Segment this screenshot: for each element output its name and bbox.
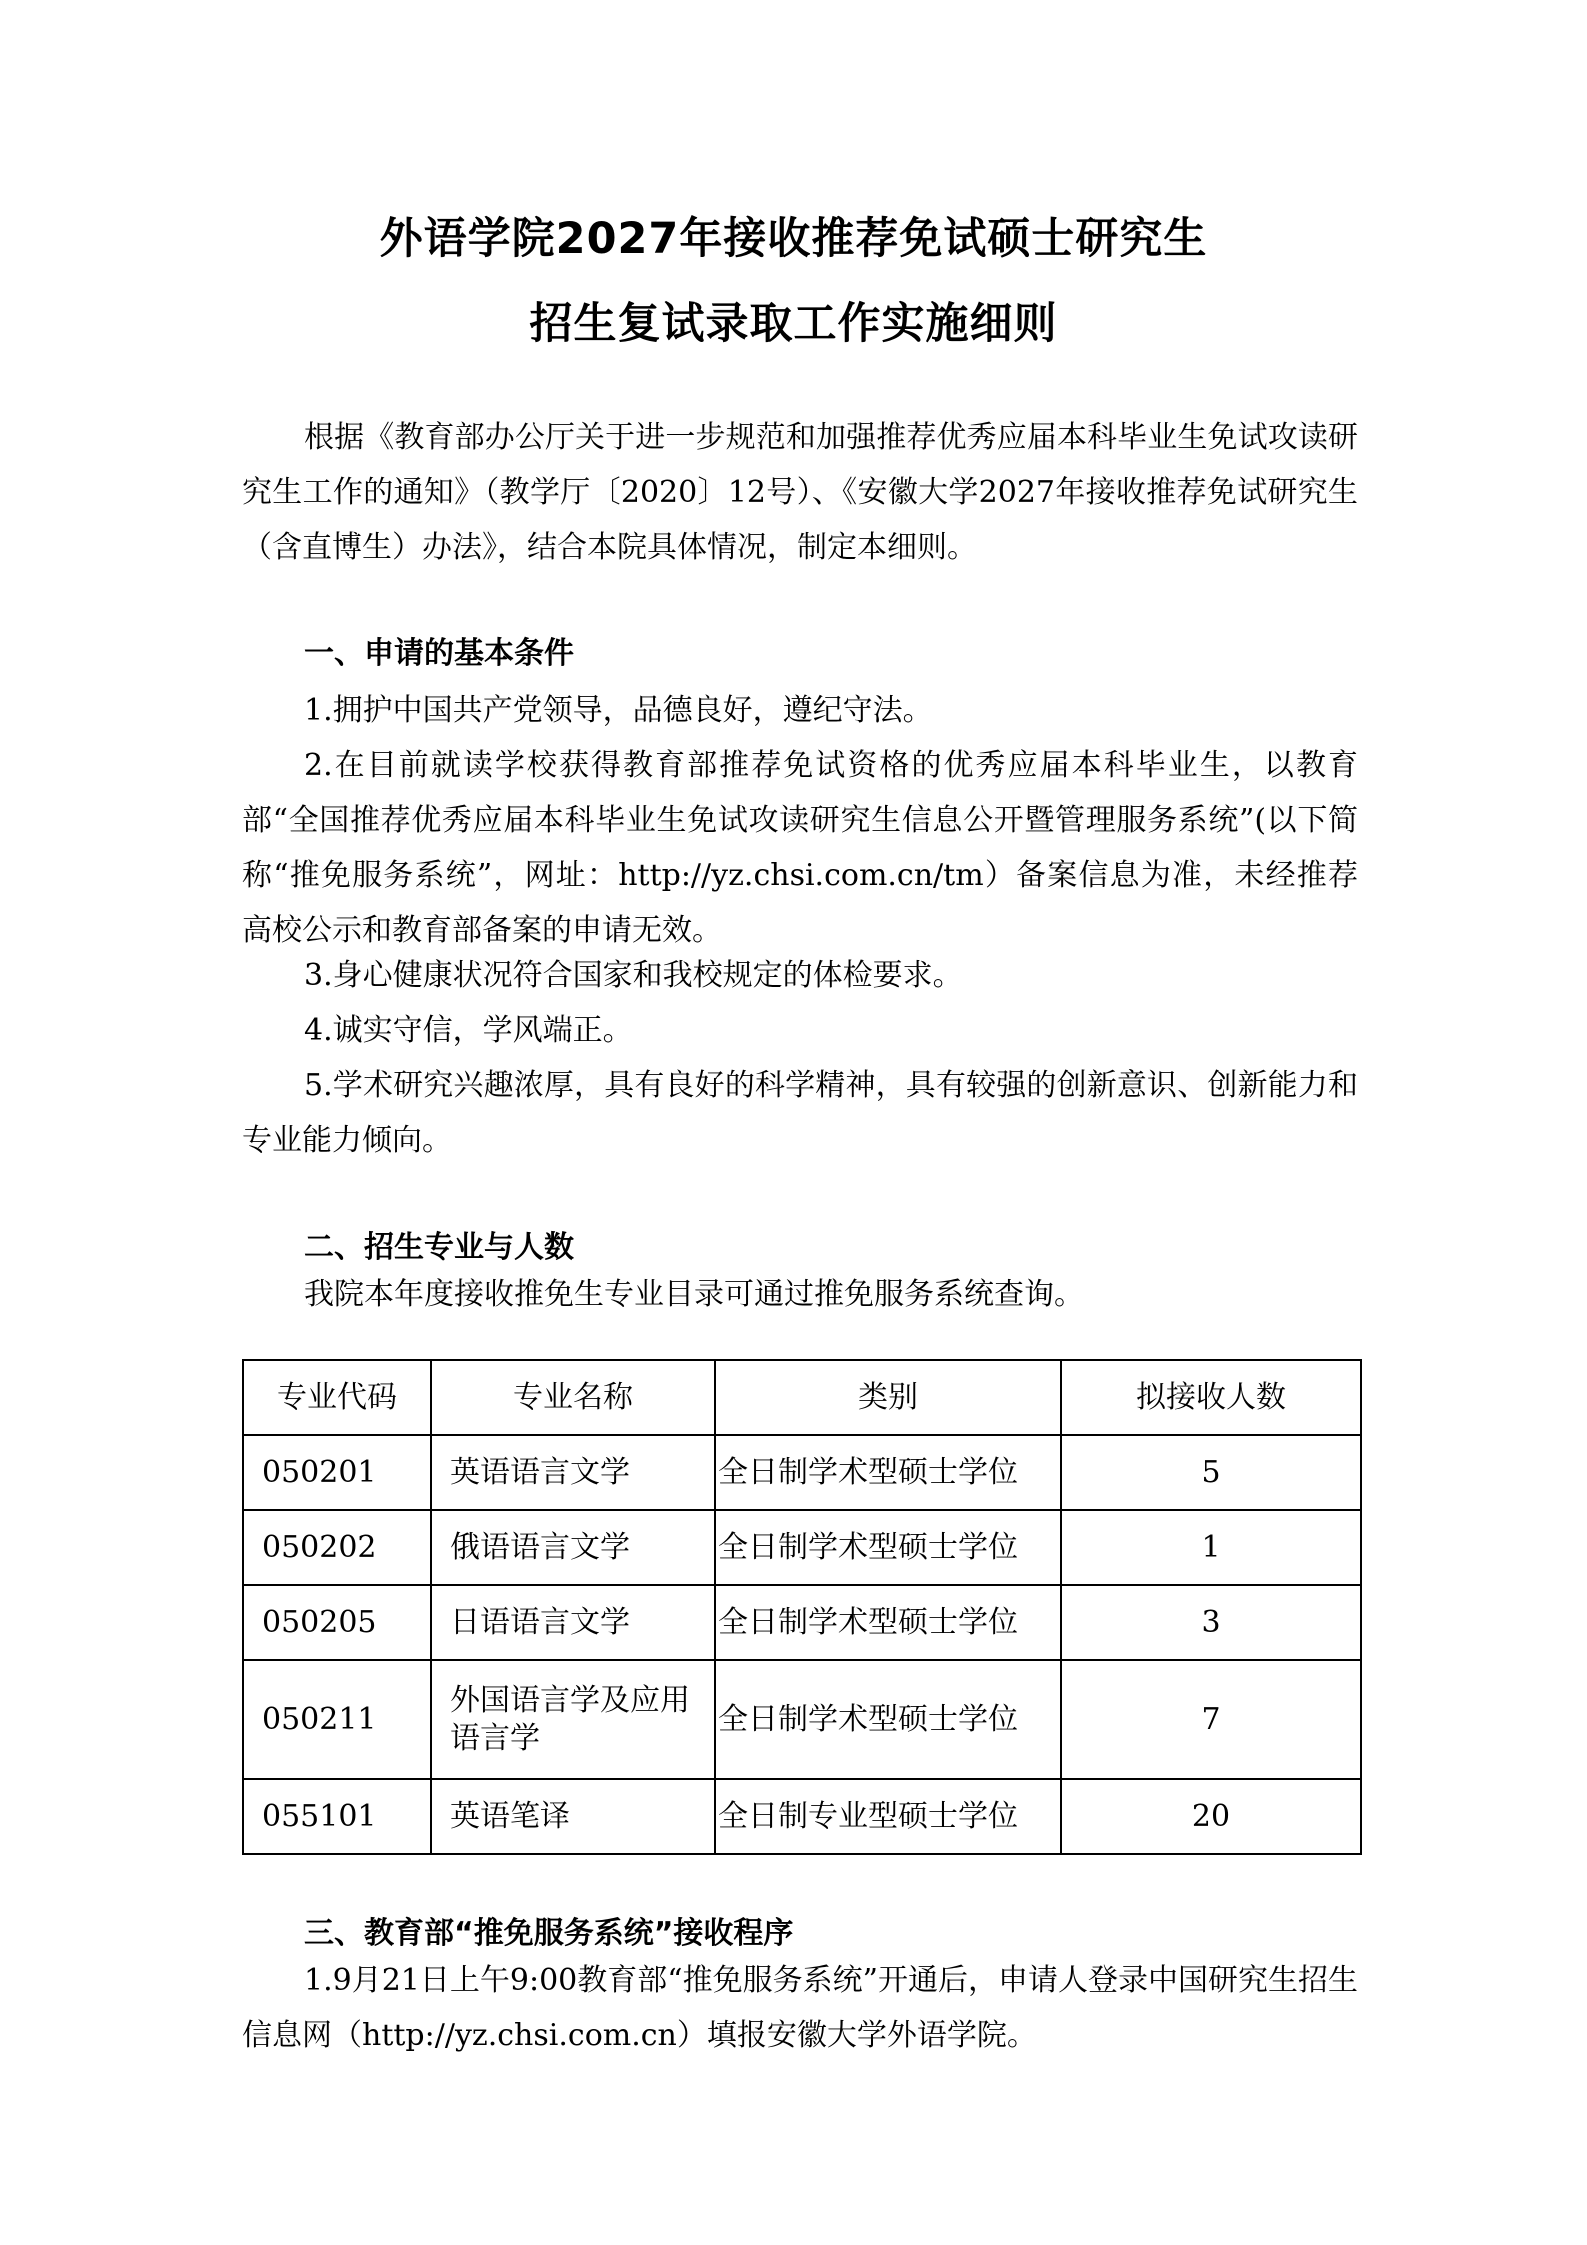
section-1-item-3: 3.身心健康状况符合国家和我校规定的体检要求。 — [304, 958, 963, 993]
section-1-item-4: 4.诚实守信，学风端正。 — [304, 1013, 633, 1048]
major-code-cell: 050202 — [243, 1510, 431, 1585]
major-code-cell: 050211 — [243, 1660, 431, 1779]
section-1-item-2: 2.在目前就读学校获得教育部推荐免试资格的优秀应届本科毕业生，以教育部“全国推荐优秀应届本科毕业生免试攻读研究生信息公开暨管理服务系统”(以下简称“推免服务系统”，网址：http://yz.chsi.com.cn/tm）备案信息为准，未经推荐高校公示和教育部备案的申请无效。 — [242, 748, 1358, 948]
header-category: 类别 — [715, 1360, 1061, 1435]
section-3-heading: 三、教育部“推免服务系统”接收程序 — [304, 1916, 794, 1951]
major-name-cell: 俄语语言文学 — [431, 1510, 715, 1585]
document-title-line-1: 外语学院2027年接收推荐免试硕士研究生 — [379, 214, 1208, 264]
table-row — [243, 1510, 1361, 1585]
category-cell: 全日制专业型硕士学位 — [715, 1779, 1061, 1854]
planned-count-cell: 7 — [1061, 1660, 1361, 1779]
document-title-line-2: 招生复试录取工作实施细则 — [529, 299, 1058, 349]
planned-count-cell: 1 — [1061, 1510, 1361, 1585]
intro-paragraph: 根据《教育部办公厅关于进一步规范和加强推荐优秀应届本科毕业生免试攻读研究生工作的通知》（教学厅〔2020〕12号）、《安徽大学2027年接收推荐免试研究生（含直博生）办法》，结合本院具体情况，制定本细则。 — [242, 420, 1358, 565]
major-name-cell: 英语语言文学 — [431, 1435, 715, 1510]
header-planned-admissions: 拟接收人数 — [1061, 1360, 1361, 1435]
section-1-heading: 一、申请的基本条件 — [304, 636, 574, 671]
category-cell: 全日制学术型硕士学位 — [715, 1435, 1061, 1510]
major-name-cell: 日语语言文学 — [431, 1585, 715, 1660]
header-major-name: 专业名称 — [431, 1360, 715, 1435]
planned-count-cell: 5 — [1061, 1435, 1361, 1510]
table-row — [243, 1660, 1361, 1779]
section-1-item-1: 1.拥护中国共产党领导，品德良好，遵纪守法。 — [304, 693, 933, 728]
section-3-item-1: 1.9月21日上午9:00教育部“推免服务系统”开通后，申请人登录中国研究生招生信息网（http://yz.chsi.com.cn）填报安徽大学外语学院。 — [242, 1963, 1358, 2053]
planned-count-cell: 3 — [1061, 1585, 1361, 1660]
table-row — [243, 1435, 1361, 1510]
category-cell: 全日制学术型硕士学位 — [715, 1660, 1061, 1779]
header-major-code: 专业代码 — [243, 1360, 431, 1435]
major-code-cell: 055101 — [243, 1779, 431, 1854]
section-2-heading: 二、招生专业与人数 — [304, 1230, 574, 1265]
major-code-cell: 050205 — [243, 1585, 431, 1660]
major-name-cell: 英语笔译 — [431, 1779, 715, 1854]
section-2-intro: 我院本年度接收推免生专业目录可通过推免服务系统查询。 — [304, 1277, 1084, 1312]
table-row — [243, 1585, 1361, 1660]
category-cell: 全日制学术型硕士学位 — [715, 1510, 1061, 1585]
table-row — [243, 1779, 1361, 1854]
majors-table — [242, 1359, 1362, 1855]
major-code-cell: 050201 — [243, 1435, 431, 1510]
section-1-item-5: 5.学术研究兴趣浓厚，具有良好的科学精神，具有较强的创新意识、创新能力和专业能力倾向。 — [242, 1068, 1358, 1158]
table-header-row — [243, 1360, 1361, 1435]
major-name-cell: 外国语言学及应用语言学 — [431, 1660, 715, 1779]
planned-count-cell: 20 — [1061, 1779, 1361, 1854]
category-cell: 全日制学术型硕士学位 — [715, 1585, 1061, 1660]
